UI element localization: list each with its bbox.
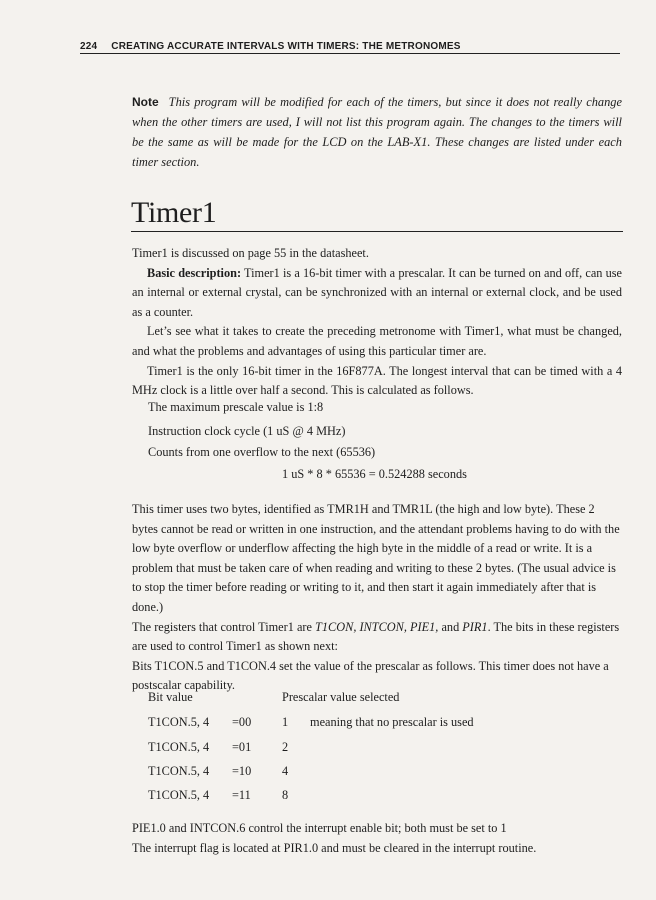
basic-description-text: Timer1 is a 16-bit timer with a prescalar. It can be turned on and off, can use an internal or external crystal, can be synchronized with an internal or external clock, and be used as a counter. — [132, 265, 622, 319]
row-value: =11 — [232, 788, 251, 802]
running-header — [80, 41, 620, 54]
chapter-title: CREATING ACCURATE INTERVALS WITH TIMERS: THE METRONOMES — [111, 41, 461, 52]
paragraph-4: Timer1 is the only 16-bit timer in the 16F877A. The longest interval that can be timed with a 4 MHz clock is a little over half a second. This is calculated as follows. — [132, 363, 622, 398]
paragraph-7: Bits T1CON.5 and T1CON.4 set the value of the prescalar as follows. This timer does not have a postscalar capability. — [132, 658, 609, 693]
p6-and: and — [438, 619, 463, 634]
header-prescalar: Prescalar value selected — [282, 690, 400, 704]
calc-line-2: Instruction clock cycle (1 uS @ 4 MHz) — [148, 424, 346, 438]
row-register: T1CON.5, 4 — [148, 764, 210, 778]
paragraph-9: The interrupt flag is located at PIR1.0 and must be cleared in the interrupt routine. — [132, 841, 537, 855]
calc-formula: 1 uS * 8 * 65536 = 0.524288 seconds — [282, 467, 467, 481]
row-prescale: 1 — [282, 715, 289, 729]
p6-pre: The registers that control Timer1 are — [132, 619, 316, 634]
paragraph-5: This timer uses two bytes, identified as TMR1H and TMR1L (the high and low byte). These 2 bytes cannot be read or written in one instruction, and the attendant problems having to do with the low byte overflow or underflow affecting the high byte in the middle of a read or write. It is a problem that must be taken care of when reading and writing to these 2 bytes. (The usual advice is to stop the timer before reading or writing to it, and then start it again immediately after that is done.) — [132, 502, 620, 614]
paragraph-6 — [132, 618, 622, 657]
row-value: =10 — [232, 764, 252, 778]
row-prescale: 8 — [282, 788, 289, 802]
section-title: Timer1 — [131, 196, 217, 229]
row-register: T1CON.5, 4 — [148, 788, 210, 802]
note-box — [132, 92, 622, 172]
paragraph-3: Let’s see what it takes to create the preceding metronome with Timer1, what must be changed, and what the problems and advantages of using this particular timer are. — [132, 324, 622, 358]
row-register: T1CON.5, 4 — [148, 715, 210, 729]
note-label: Note — [132, 95, 159, 109]
row-prescale: 2 — [282, 740, 289, 754]
calc-line-3: Counts from one overflow to the next (65536) — [148, 445, 376, 459]
header-bit-value: Bit value — [148, 690, 193, 704]
calc-line-1: The maximum prescale value is 1:8 — [148, 400, 324, 414]
p6-post: . The bits in these registers are used to control Timer1 as shown next: — [132, 619, 620, 654]
paragraph-8: PIE1.0 and INTCON.6 control the interrupt enable bit; both must be set to 1 — [132, 821, 507, 835]
basic-description-label: Basic description: — [147, 265, 242, 280]
register-text — [132, 500, 622, 696]
page-number: 224 — [80, 41, 98, 52]
paragraph-1: Timer1 is discussed on page 55 in the datasheet. — [132, 246, 369, 260]
section-rule — [131, 231, 623, 232]
p6-registers: T1CON, INTCON, PIE1, — [315, 619, 439, 634]
row-prescale: 4 — [282, 764, 289, 778]
row-value: =00 — [232, 715, 252, 729]
intro-text — [132, 244, 622, 401]
row-register: T1CON.5, 4 — [148, 740, 210, 754]
row-value: =01 — [232, 740, 252, 754]
interrupt-text — [132, 818, 622, 858]
note-text: This program will be modified for each of the timers, but since it does not really change when the other timers are used, I will not list this program again. The changes to the timers will be the same as will be made for the LCD on the LAB-X1. These changes are listed under each timer section. — [132, 95, 622, 169]
paragraph-2 — [132, 264, 622, 323]
row-note: meaning that no prescalar is used — [310, 715, 474, 729]
p6-pir: PIR1 — [462, 619, 488, 634]
